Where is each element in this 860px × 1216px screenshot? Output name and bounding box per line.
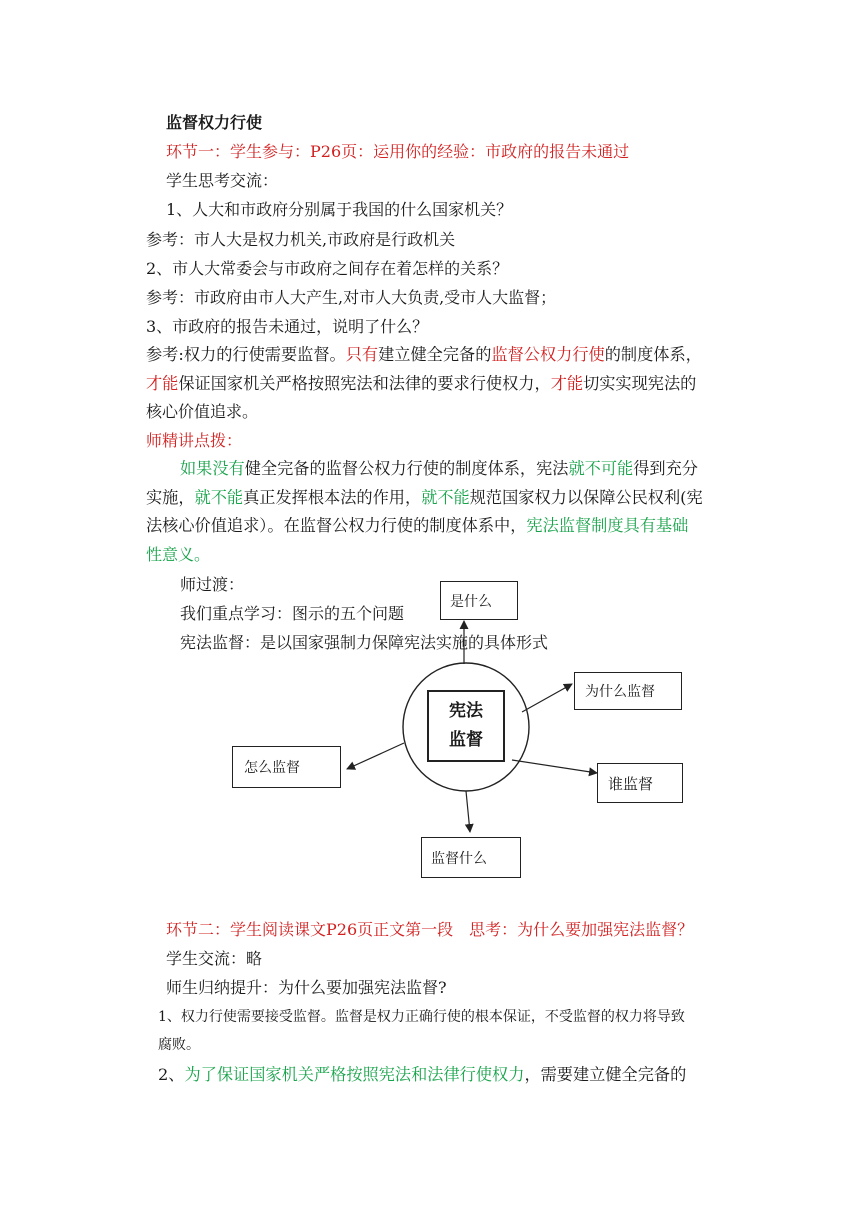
center-box <box>427 690 505 762</box>
definition-line: 宪法监督：是以国家强制力保障宪法实施的具体形式 <box>180 633 549 652</box>
guidance-line-2: 实施，就不能真正发挥根本法的作用，就不能规范国家权力以保障公民权利(宪 <box>146 488 703 507</box>
stage-one-heading: 环节一：学生参与：P26页：运用你的经验：市政府的报告未通过 <box>166 142 630 161</box>
teacher-guidance-heading: 师精讲点拨： <box>146 431 243 450</box>
focus-line: 我们重点学习：图示的五个问题 <box>180 604 405 623</box>
transition-label: 师过渡： <box>180 575 245 594</box>
answer-3-line-2: 才能保证国家机关严格按照宪法和法律的要求行使权力，才能切实实现宪法的 <box>146 374 697 393</box>
box-who-label: 谁监督 <box>608 774 654 793</box>
box-content <box>421 837 521 878</box>
section-title: 监督权力行使 <box>166 113 263 132</box>
center-label-line-1: 宪法 <box>449 701 483 722</box>
answer-3-line-1: 参考:权力的行使需要监督。只有建立健全完备的监督公权力行使的制度体系， <box>146 345 702 364</box>
question-1: 1、人大和市政府分别属于我国的什么国家机关？ <box>166 200 513 219</box>
box-who <box>597 763 683 803</box>
box-what-label: 是什么 <box>450 593 492 610</box>
answer-1: 参考：市人大是权力机关,市政府是行政机关 <box>146 230 456 249</box>
arrow-to-content <box>466 791 470 832</box>
reason-2-line-1: 2、为了保证国家机关严格按照宪法和法律行使权力，需要建立健全完备的 <box>158 1065 687 1084</box>
question-2: 2、市人大常委会与市政府之间存在着怎样的关系？ <box>146 259 509 278</box>
guidance-line-3: 法核心价值追求）。在监督公权力行使的制度体系中，宪法监督制度具有基础 <box>146 516 689 535</box>
arrow-to-who <box>512 760 597 773</box>
box-how-label: 怎么监督 <box>244 760 300 776</box>
question-3: 3、市政府的报告未通过，说明了什么？ <box>146 317 429 336</box>
answer-2: 参考：市政府由市人大产生,对市人大负责,受市人大监督； <box>146 288 557 307</box>
box-what <box>440 581 518 620</box>
reason-1-line-1: 1、权力行使需要接受监督。监督是权力正确行使的根本保证，不受监督的权力将导致 <box>158 1009 685 1025</box>
arrow-to-why <box>522 684 572 712</box>
stage-two-heading: 环节二：学生阅读课文P26页正文第一段 思考：为什么要加强宪法监督？ <box>166 920 694 939</box>
reason-1-line-2: 腐败。 <box>158 1037 200 1053</box>
box-how <box>232 746 341 788</box>
guidance-line-4: 性意义。 <box>146 545 211 564</box>
student-exchange-line: 学生交流：略 <box>166 949 263 968</box>
box-content-label: 监督什么 <box>431 850 487 867</box>
guidance-line-1: 如果没有健全完备的监督公权力行使的制度体系，宪法就不可能得到充分 <box>180 459 698 478</box>
arrow-to-how <box>347 743 404 769</box>
summary-heading: 师生归纳提升：为什么要加强宪法监督? <box>166 978 447 997</box>
answer-3-line-3: 核心价值追求。 <box>146 402 259 421</box>
box-why-label: 为什么监督 <box>585 684 655 700</box>
box-why <box>574 672 682 710</box>
center-label-line-2: 监督 <box>449 730 483 750</box>
student-discussion-label: 学生思考交流： <box>166 171 279 190</box>
